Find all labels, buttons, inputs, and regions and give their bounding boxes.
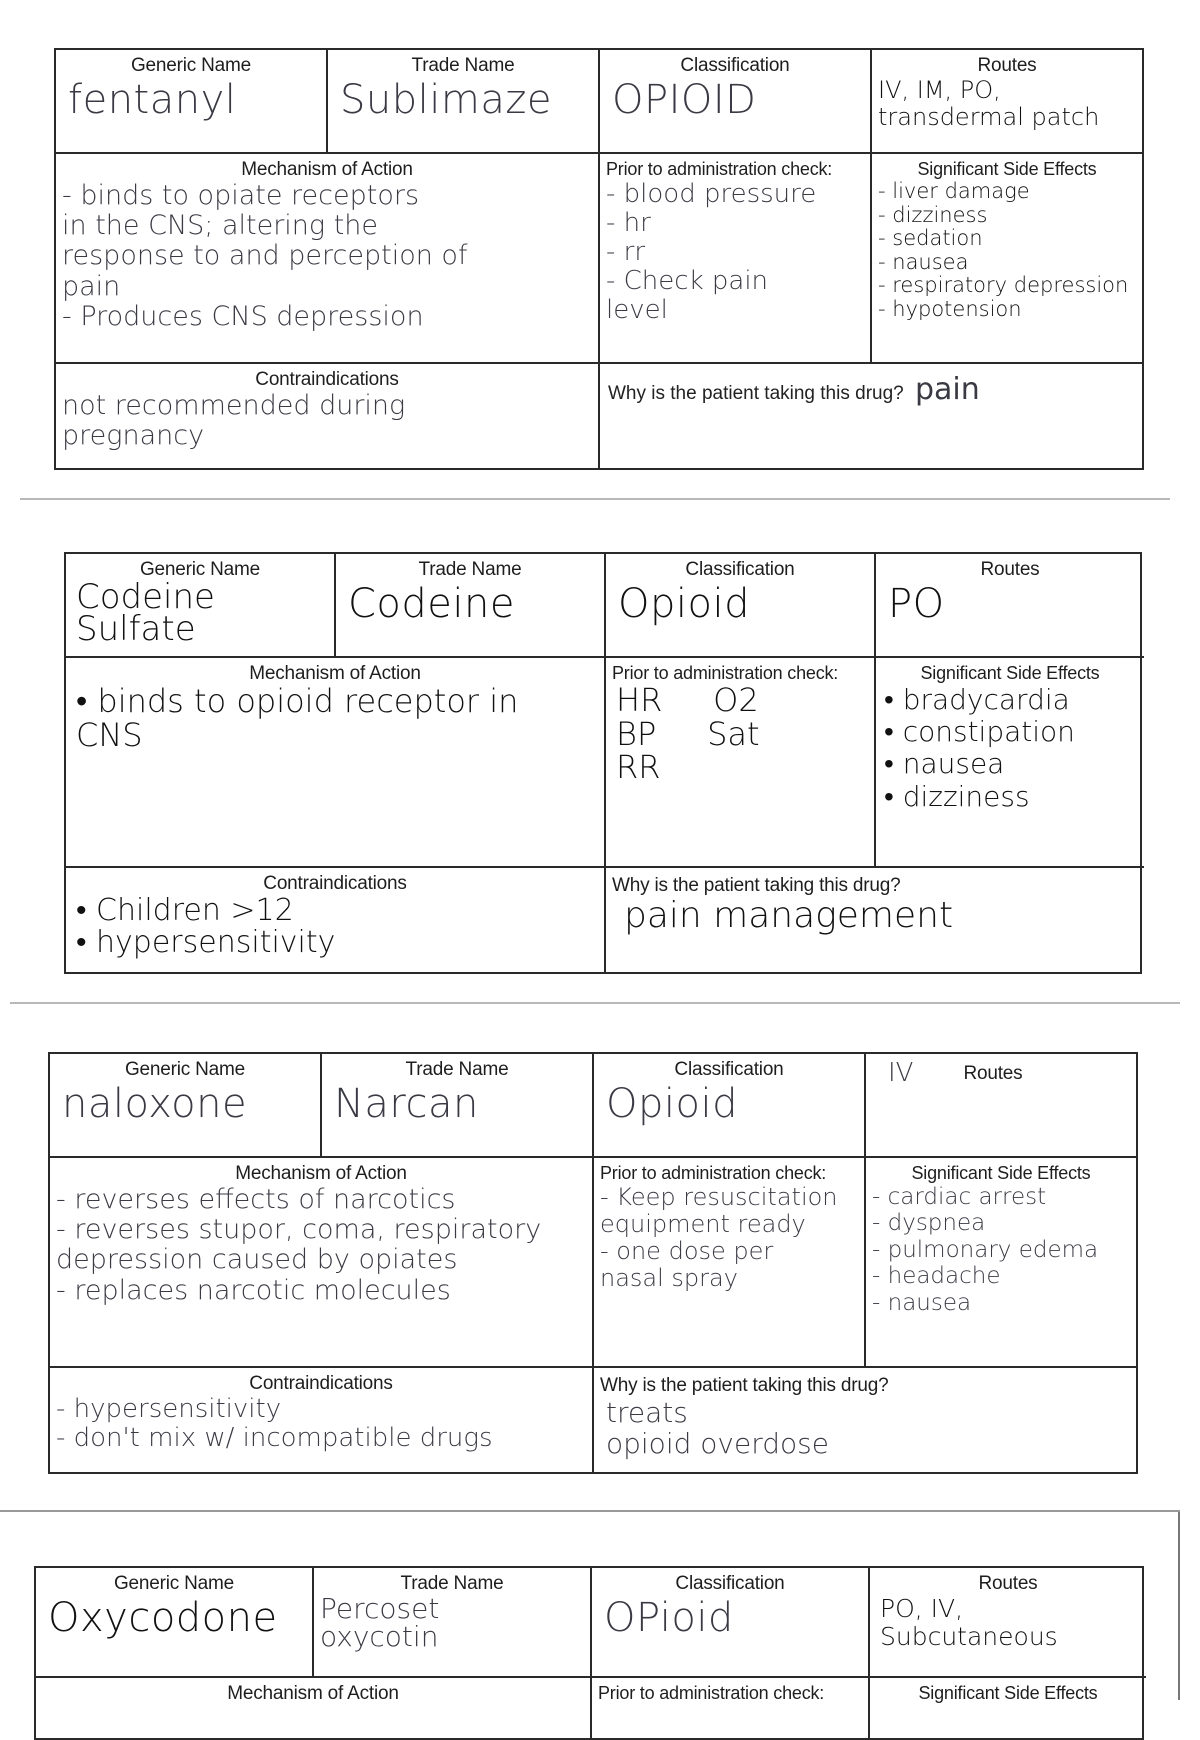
why-value: pain management <box>624 895 954 936</box>
why-cell <box>594 1368 1136 1472</box>
classification-value: OPioid <box>604 1595 734 1641</box>
contraindications-cell <box>56 364 600 468</box>
routes-value: PO <box>888 581 945 627</box>
mechanism-cell <box>56 154 600 364</box>
classification-cell <box>592 1568 870 1678</box>
routes-cell <box>876 554 1144 658</box>
mechanism-label: Mechanism of Action <box>249 663 421 684</box>
why-value: treats opioid overdose <box>606 1396 829 1461</box>
generic-name-label: Generic Name <box>139 559 261 580</box>
mechanism-label: Mechanism of Action <box>227 1683 399 1704</box>
divider <box>0 1510 1180 1512</box>
classification-label: Classification <box>685 559 795 580</box>
mechanism-label: Mechanism of Action <box>235 1163 407 1184</box>
side-effects-value: - cardiac arrest - dyspnea - pulmonary edema - headache - nausea <box>872 1184 1099 1316</box>
generic-name-label: Generic Name <box>124 1059 246 1080</box>
routes-value: IV, IM, PO, transdermal patch <box>878 76 1100 131</box>
drug-card-oxycodone <box>34 1566 1144 1740</box>
trade-name-label: Trade Name <box>418 559 522 580</box>
drug-card-fentanyl <box>54 48 1144 470</box>
prior-check-label: Prior to administration check: <box>612 663 839 683</box>
contraindications-value: - hypersensitivity - don't mix w/ incompatible drugs <box>56 1394 493 1454</box>
contraindications-label: Contraindications <box>249 1373 393 1394</box>
prior-check-cell <box>592 1678 870 1738</box>
why-label: Why is the patient taking this drug? <box>608 383 904 404</box>
trade-name-cell <box>322 1054 594 1158</box>
trade-name-cell <box>336 554 606 658</box>
routes-cell <box>872 50 1142 154</box>
prior-check-label: Prior to administration check: <box>606 159 833 179</box>
classification-value: OPIOID <box>612 77 757 123</box>
trade-name-value: Narcan <box>334 1081 479 1127</box>
why-label: Why is the patient taking this drug? <box>600 1375 889 1396</box>
divider <box>20 498 1170 500</box>
side-effects-label: Significant Side Effects <box>917 159 1097 179</box>
drug-card-codeine <box>64 552 1142 974</box>
page-edge <box>1178 1512 1180 1700</box>
generic-name-value: Oxycodone <box>48 1595 278 1641</box>
classification-cell <box>600 50 872 154</box>
mechanism-cell <box>50 1158 594 1368</box>
classification-value: Opioid <box>606 1081 738 1127</box>
generic-name-cell <box>50 1054 322 1158</box>
generic-name-label: Generic Name <box>130 55 252 76</box>
prior-check-cell <box>606 658 876 868</box>
side-effects-label: Significant Side Effects <box>911 1163 1091 1183</box>
classification-label: Classification <box>680 55 790 76</box>
generic-name-cell <box>36 1568 314 1678</box>
contraindications-cell <box>66 868 606 972</box>
mechanism-value: - reverses effects of narcotics - reverses stupor, coma, respiratory depression caused by opiates - replaces narcotic molecules <box>56 1184 542 1306</box>
generic-name-cell <box>56 50 328 154</box>
contraindications-value: not recommended during pregnancy <box>62 390 406 452</box>
routes-label: Routes <box>963 1063 1023 1085</box>
routes-value: IV <box>888 1058 914 1088</box>
side-effects-label: Significant Side Effects <box>920 663 1100 683</box>
prior-check-value: - blood pressure - hr - rr - Check pain level <box>606 179 817 326</box>
trade-name-value: Sublimaze <box>340 77 552 123</box>
mechanism-cell <box>66 658 606 868</box>
divider <box>10 1002 1180 1004</box>
prior-check-label: Prior to administration check: <box>598 1683 825 1703</box>
side-effects-label: Significant Side Effects <box>918 1683 1098 1703</box>
prior-check-cell <box>600 154 872 364</box>
contraindications-label: Contraindications <box>263 873 407 894</box>
contraindications-cell <box>50 1368 594 1472</box>
generic-name-cell <box>66 554 336 658</box>
classification-value: Opioid <box>618 581 750 627</box>
side-effects-cell <box>876 658 1144 868</box>
why-value: pain <box>915 372 980 407</box>
routes-label: Routes <box>978 1573 1038 1594</box>
generic-name-value: naloxone <box>62 1081 248 1127</box>
why-cell <box>600 364 1142 468</box>
routes-cell <box>870 1568 1146 1678</box>
trade-name-label: Trade Name <box>411 55 515 76</box>
side-effects-cell <box>870 1678 1146 1738</box>
routes-cell <box>866 1054 1136 1158</box>
routes-label: Routes <box>977 55 1037 76</box>
routes-label: Routes <box>980 559 1040 580</box>
why-label: Why is the patient taking this drug? <box>612 875 901 896</box>
drug-card-naloxone <box>48 1052 1138 1474</box>
side-effects-value: • bradycardia • constipation • nausea • dizziness <box>884 683 1075 813</box>
generic-name-value: fentanyl <box>68 77 237 123</box>
generic-name-value: Codeine Sulfate <box>76 577 215 650</box>
trade-name-value: Codeine <box>348 581 515 627</box>
generic-name-label: Generic Name <box>113 1573 235 1594</box>
classification-label: Classification <box>674 1059 784 1080</box>
routes-value: PO, IV, Subcutaneous <box>880 1594 1058 1651</box>
trade-name-cell <box>314 1568 592 1678</box>
prior-check-value: HR O2 BP Sat RR <box>616 681 760 787</box>
mechanism-value: - binds to opiate receptors in the CNS; altering the response to and perception of pain - Produces CNS depression <box>62 180 468 332</box>
trade-name-label: Trade Name <box>400 1573 504 1594</box>
prior-check-cell <box>594 1158 866 1368</box>
mechanism-label: Mechanism of Action <box>241 159 413 180</box>
trade-name-value: Percoset oxycotin <box>320 1592 440 1653</box>
classification-cell <box>594 1054 866 1158</box>
mechanism-value: • binds to opioid receptor in CNS <box>76 682 519 754</box>
contraindications-value: • Children >12 • hypersensitivity <box>76 893 336 960</box>
mechanism-cell <box>36 1678 592 1738</box>
prior-check-value: - Keep resuscitation equipment ready - one dose per nasal spray <box>600 1183 838 1292</box>
prior-check-label: Prior to administration check: <box>600 1163 827 1183</box>
side-effects-cell <box>872 154 1142 364</box>
trade-name-label: Trade Name <box>405 1059 509 1080</box>
why-cell <box>606 868 1144 972</box>
classification-label: Classification <box>675 1573 785 1594</box>
contraindications-label: Contraindications <box>255 369 399 390</box>
classification-cell <box>606 554 876 658</box>
trade-name-cell <box>328 50 600 154</box>
side-effects-cell <box>866 1158 1136 1368</box>
side-effects-value: - liver damage - dizziness - sedation - nausea - respiratory depression - hypotension <box>878 179 1129 321</box>
